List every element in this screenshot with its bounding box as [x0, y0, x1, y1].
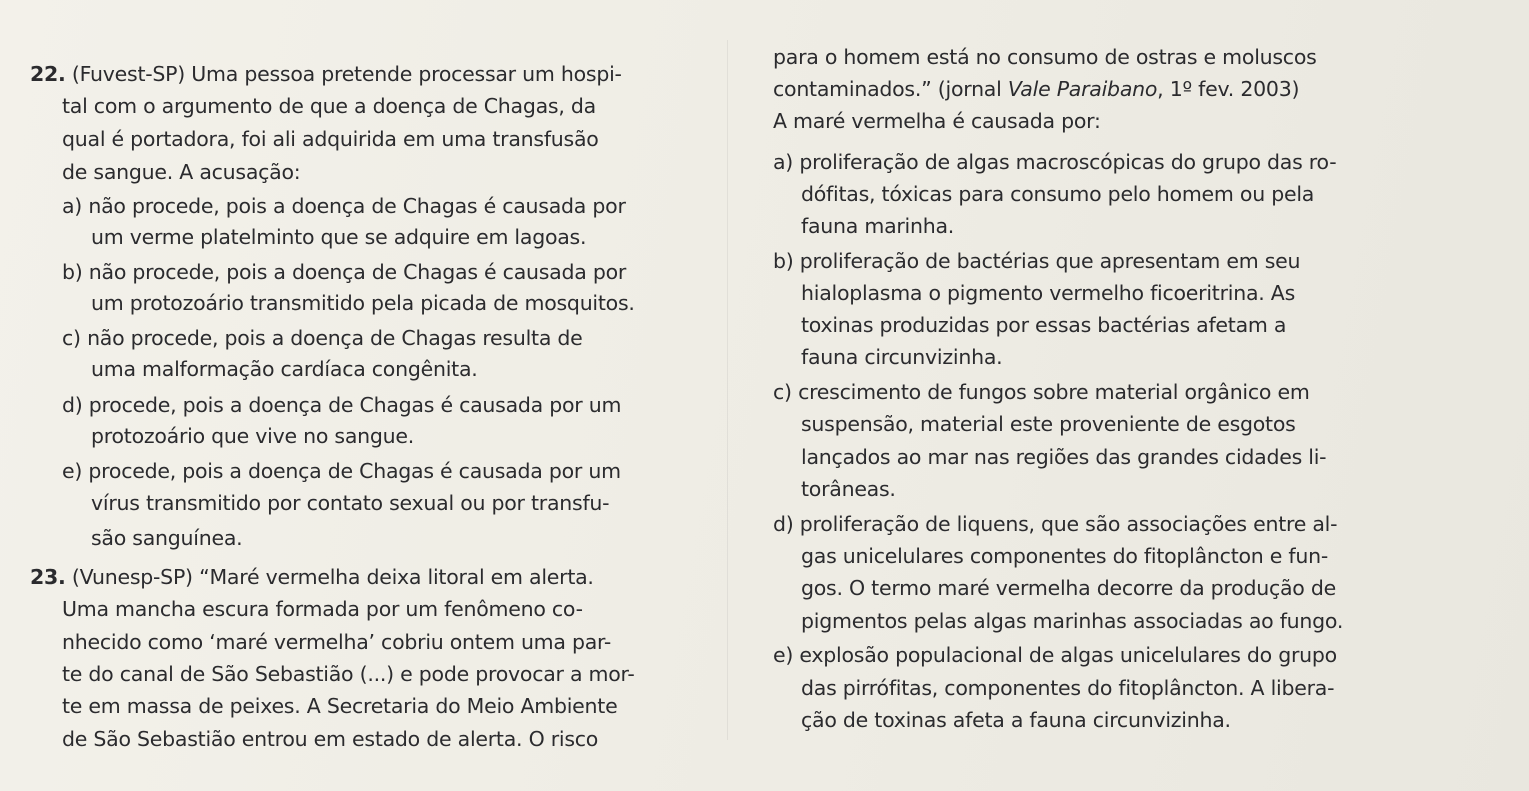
q23-citation-pre: contaminados.” (jornal	[773, 77, 1008, 101]
q23-option-b-line-4: fauna circunvizinha.	[801, 345, 1003, 369]
q23-citation-journal: Vale Paraibano	[1007, 77, 1158, 101]
q23-stem-line-2: Uma mancha escura formada por um fenômeno co-	[62, 597, 583, 621]
q22-option-e-line-1: procede, pois a doença de Chagas é causada por um	[88, 459, 621, 483]
q23-option-a-letter: a)	[773, 150, 794, 174]
q23-option-e	[773, 643, 1337, 667]
q22-option-a-line-1: não procede, pois a doença de Chagas é causada por	[88, 194, 626, 218]
q23-number: 23.	[30, 565, 66, 589]
q22-option-a	[62, 194, 626, 218]
q22-option-e-line-2: vírus transmitido por contato sexual ou por transfu-	[91, 491, 610, 515]
q23-option-b-line-3: toxinas produzidas por essas bactérias afetam a	[801, 313, 1287, 337]
q22-option-c-line-2: uma malformação cardíaca congênita.	[91, 357, 478, 381]
q23-option-c	[773, 380, 1310, 404]
q22-number: 22.	[30, 62, 66, 86]
q23-option-a-line-1: proliferação de algas macroscópicas do grupo das ro-	[799, 150, 1337, 174]
q22-option-b-line-2: um protozoário transmitido pela picada de mosquitos.	[91, 291, 635, 315]
q22-stem-text-1: Uma pessoa pretende processar um hospi-	[191, 62, 622, 86]
q22-option-b-letter: b)	[62, 260, 83, 284]
q22-option-c-line-1: não procede, pois a doença de Chagas resulta de	[87, 326, 583, 350]
q23-stem-line-3: nhecido como ‘maré vermelha’ cobriu ontem uma par-	[62, 630, 612, 654]
q23-option-d-line-1: proliferação de liquens, que são associações entre al-	[799, 512, 1338, 536]
q22-option-e-line-3: são sanguínea.	[91, 526, 243, 550]
q23-option-d-line-3: gos. O termo maré vermelha decorre da produção de	[801, 576, 1336, 600]
q23-citation	[773, 77, 1299, 101]
q23-option-d	[773, 512, 1337, 536]
q22-option-e	[62, 459, 621, 483]
q23-option-c-letter: c)	[773, 380, 792, 404]
q22-stem-line-3: qual é portadora, foi ali adquirida em uma transfusão	[62, 127, 599, 151]
q23-stem-line-4: te do canal de São Sebastião (...) e pode provocar a mor-	[62, 662, 635, 686]
q23-option-a	[773, 150, 1336, 174]
q23-option-d-line-2: gas unicelulares componentes do fitoplâncton e fun-	[801, 544, 1329, 568]
q22-option-e-letter: e)	[62, 459, 83, 483]
q22-option-c	[62, 326, 583, 350]
q23-option-b-letter: b)	[773, 249, 794, 273]
q23-stem-line-6: de São Sebastião entrou em estado de alerta. O risco	[62, 727, 599, 751]
q23-prompt: A maré vermelha é causada por:	[773, 109, 1101, 133]
q23-option-b-line-1: proliferação de bactérias que apresentam em seu	[799, 249, 1301, 273]
q22-option-c-letter: c)	[62, 326, 81, 350]
q23-stem-line-5: te em massa de peixes. A Secretaria do Meio Ambiente	[62, 694, 618, 718]
q22-stem-line-4: de sangue. A acusação:	[62, 160, 301, 184]
q23-option-a-line-3: fauna marinha.	[801, 214, 955, 238]
q23-option-b	[773, 249, 1300, 273]
q23-option-d-line-4: pigmentos pelas algas marinhas associadas ao fungo.	[801, 609, 1344, 633]
q23-stem-line-7: para o homem está no consumo de ostras e moluscos	[773, 45, 1317, 69]
q22-stem-line-2: tal com o argumento de que a doença de Chagas, da	[62, 94, 596, 118]
q23-stem-text-1: “Maré vermelha deixa litoral em alerta.	[199, 565, 594, 589]
q23-option-c-line-4: torâneas.	[801, 477, 896, 501]
q22-option-a-line-2: um verme platelminto que se adquire em lagoas.	[91, 225, 587, 249]
q22-option-d-line-1: procede, pois a doença de Chagas é causada por um	[88, 393, 622, 417]
q23-option-a-line-2: dófitas, tóxicas para consumo pelo homem ou pela	[801, 182, 1315, 206]
q23-option-e-letter: e)	[773, 643, 794, 667]
q22-option-d-letter: d)	[62, 393, 83, 417]
q23-option-d-letter: d)	[773, 512, 794, 536]
q22-option-b	[62, 260, 626, 284]
q23-option-c-line-1: crescimento de fungos sobre material orgânico em	[798, 380, 1310, 404]
q22-option-d-line-2: protozoário que vive no sangue.	[91, 424, 415, 448]
q22-option-d	[62, 393, 621, 417]
q23-option-b-line-2: hialoplasma o pigmento vermelho ficoeritrina. As	[801, 281, 1295, 305]
q22-option-a-letter: a)	[62, 194, 83, 218]
q22-source: (Fuvest-SP)	[71, 62, 186, 86]
q23-option-c-line-3: lançados ao mar nas regiões das grandes cidades li-	[801, 445, 1327, 469]
q23-citation-post: , 1º fev. 2003)	[1157, 77, 1300, 101]
q23-stem-line-1	[30, 565, 594, 589]
q23-option-c-line-2: suspensão, material este proveniente de esgotos	[801, 412, 1296, 436]
q22-stem-line-1	[30, 62, 622, 86]
q23-source: (Vunesp-SP)	[71, 565, 193, 589]
q23-option-e-line-3: ção de toxinas afeta a fauna circunvizinha.	[801, 708, 1231, 732]
q23-option-e-line-1: explosão populacional de algas unicelulares do grupo	[799, 643, 1337, 667]
q23-option-e-line-2: das pirrófitas, componentes do fitoplâncton. A libera-	[801, 676, 1335, 700]
column-divider	[727, 40, 728, 740]
q22-option-b-line-1: não procede, pois a doença de Chagas é causada por	[88, 260, 627, 284]
